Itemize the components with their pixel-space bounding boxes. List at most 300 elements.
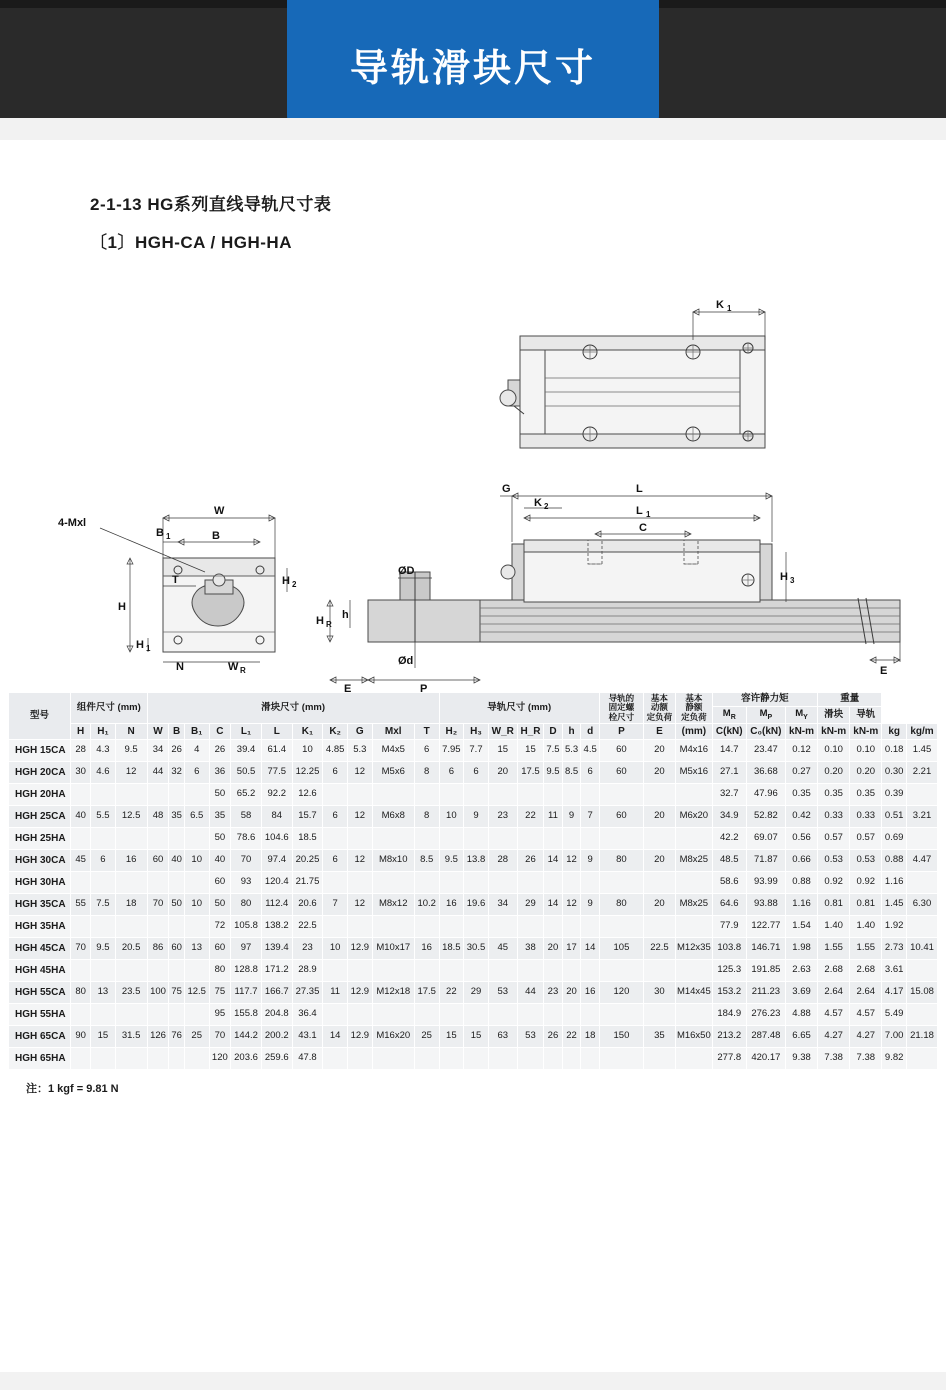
cell-(mm): M4x16 <box>675 740 712 762</box>
cell-E: 30 <box>643 982 675 1004</box>
cell-C(kN): 42.2 <box>712 828 746 850</box>
th-symbol-12: Mxl <box>372 724 414 740</box>
table-row <box>9 828 938 850</box>
cell-Mxl: M12x18 <box>372 982 414 1004</box>
cell-K₁: 23 <box>292 938 323 960</box>
cell-Mxl: M5x6 <box>372 762 414 784</box>
cell-(mm) <box>675 1048 712 1070</box>
cell-kN-m: 1.54 <box>785 916 817 938</box>
svg-text:2: 2 <box>544 502 549 511</box>
cell-L₁: 58 <box>231 806 262 828</box>
cell-W: 100 <box>147 982 169 1004</box>
cell-kg: 0.18 <box>882 740 907 762</box>
cell-L₁: 93 <box>231 872 262 894</box>
cell-D <box>544 1048 563 1070</box>
cell-L: 61.4 <box>261 740 292 762</box>
cell-P: 60 <box>599 806 643 828</box>
svg-text:3: 3 <box>790 576 795 585</box>
cell-d: 7 <box>581 806 600 828</box>
cell-N: 12 <box>115 762 147 784</box>
cell-model: HGH 35HA <box>9 916 71 938</box>
cell-kN-m: 1.55 <box>818 938 850 960</box>
svg-text:W: W <box>228 661 239 673</box>
cell-C: 40 <box>209 850 231 872</box>
cell-C₀(kN): 287.48 <box>746 1026 785 1048</box>
cell-H₁: 4.3 <box>91 740 115 762</box>
cell-h: 12 <box>562 894 581 916</box>
cell-kg: 0.51 <box>882 806 907 828</box>
cell-d: 16 <box>581 982 600 1004</box>
cell-H_R <box>517 1048 543 1070</box>
cell-kg/m <box>907 916 938 938</box>
cell-E <box>643 872 675 894</box>
svg-text:Ød: Ød <box>398 655 414 667</box>
cell-L₁: 105.8 <box>231 916 262 938</box>
cell-C(kN): 58.6 <box>712 872 746 894</box>
cell-D <box>544 828 563 850</box>
cell-H_R <box>517 960 543 982</box>
cell-B₁: 4 <box>184 740 209 762</box>
svg-text:H: H <box>316 615 324 627</box>
figure-block-side-view <box>480 483 900 677</box>
cell-L₁: 39.4 <box>231 740 262 762</box>
cell-L: 97.4 <box>261 850 292 872</box>
table-row <box>9 1048 938 1070</box>
cell-Mxl: M10x17 <box>372 938 414 960</box>
cell-P <box>599 828 643 850</box>
svg-text:1: 1 <box>166 532 171 541</box>
banner-bottom-stripe <box>0 118 946 140</box>
cell-H <box>71 784 91 806</box>
cell-(mm) <box>675 872 712 894</box>
cell-kg/m: 21.18 <box>907 1026 938 1048</box>
cell-H_R <box>517 784 543 806</box>
cell-K₁: 18.5 <box>292 828 323 850</box>
svg-text:H: H <box>136 639 144 651</box>
th-static: 基本 静额 定负荷 <box>675 693 712 724</box>
cell-C: 60 <box>209 872 231 894</box>
svg-text:C: C <box>639 522 647 534</box>
cell-H₃ <box>464 784 489 806</box>
cell-kN-m: 0.92 <box>818 872 850 894</box>
cell-H₃: 9 <box>464 806 489 828</box>
th-symbol-25: C₀(kN) <box>746 724 785 740</box>
cell-kN-m: 0.10 <box>818 740 850 762</box>
cell-d <box>581 872 600 894</box>
cell-H₁: 13 <box>91 982 115 1004</box>
cell-E: 20 <box>643 850 675 872</box>
cell-H₂ <box>439 916 464 938</box>
cell-kg: 0.39 <box>882 784 907 806</box>
cell-H <box>71 828 91 850</box>
cell-W_R <box>488 1004 517 1026</box>
cell-H₁ <box>91 784 115 806</box>
cell-kN-m: 4.27 <box>818 1026 850 1048</box>
cell-P: 60 <box>599 762 643 784</box>
cell-D: 14 <box>544 850 563 872</box>
cell-E: 22.5 <box>643 938 675 960</box>
cell-W <box>147 1048 169 1070</box>
cell-H₃: 7.7 <box>464 740 489 762</box>
cell-C(kN): 14.7 <box>712 740 746 762</box>
cell-H_R: 38 <box>517 938 543 960</box>
cell-G <box>347 784 372 806</box>
cell-K₁: 47.8 <box>292 1048 323 1070</box>
cell-C(kN): 32.7 <box>712 784 746 806</box>
cell-C: 75 <box>209 982 231 1004</box>
cell-B₁ <box>184 872 209 894</box>
cell-G: 12 <box>347 762 372 784</box>
cell-kN-m: 1.40 <box>818 916 850 938</box>
cell-model: HGH 25CA <box>9 806 71 828</box>
cell-P: 150 <box>599 1026 643 1048</box>
cell-Mxl <box>372 784 414 806</box>
cell-kN-m: 0.42 <box>785 806 817 828</box>
cell-C₀(kN): 36.68 <box>746 762 785 784</box>
cell-L: 120.4 <box>261 872 292 894</box>
cell-N <box>115 1004 147 1026</box>
cell-kN-m: 0.92 <box>850 872 882 894</box>
cell-C: 50 <box>209 784 231 806</box>
cell-N <box>115 916 147 938</box>
cell-H_R: 29 <box>517 894 543 916</box>
cell-H: 70 <box>71 938 91 960</box>
cell-Mxl <box>372 916 414 938</box>
cell-C₀(kN): 71.87 <box>746 850 785 872</box>
cell-kN-m: 7.38 <box>818 1048 850 1070</box>
cell-K₂: 7 <box>323 894 348 916</box>
cell-d <box>581 784 600 806</box>
cell-W_R <box>488 828 517 850</box>
cell-C(kN): 77.9 <box>712 916 746 938</box>
th-symbol-10: K₂ <box>323 724 348 740</box>
cell-kg/m <box>907 828 938 850</box>
cell-P <box>599 784 643 806</box>
cell-D: 20 <box>544 938 563 960</box>
th-symbol-8: L <box>261 724 292 740</box>
cell-C₀(kN): 23.47 <box>746 740 785 762</box>
cell-T <box>414 828 439 850</box>
cell-kN-m: 0.12 <box>785 740 817 762</box>
th-weight-block: 滑块 <box>818 707 850 724</box>
cell-Mxl: M16x20 <box>372 1026 414 1048</box>
cell-H₃: 19.6 <box>464 894 489 916</box>
cell-N: 20.5 <box>115 938 147 960</box>
cell-L: 77.5 <box>261 762 292 784</box>
svg-text:G: G <box>502 483 511 495</box>
cell-model: HGH 15CA <box>9 740 71 762</box>
svg-text:H: H <box>780 571 788 583</box>
cell-C(kN): 184.9 <box>712 1004 746 1026</box>
cell-H₁ <box>91 872 115 894</box>
cell-B <box>169 872 185 894</box>
cell-K₂ <box>323 1048 348 1070</box>
table-row <box>9 982 938 1004</box>
cell-H₂: 22 <box>439 982 464 1004</box>
cell-G: 12 <box>347 850 372 872</box>
cell-N <box>115 828 147 850</box>
cell-kg: 0.69 <box>882 828 907 850</box>
cell-(mm): M16x50 <box>675 1026 712 1048</box>
cell-h: 5.3 <box>562 740 581 762</box>
cell-P: 120 <box>599 982 643 1004</box>
cell-H_R <box>517 828 543 850</box>
cell-H₁ <box>91 960 115 982</box>
cell-E: 20 <box>643 806 675 828</box>
table-row <box>9 872 938 894</box>
cell-C₀(kN): 191.85 <box>746 960 785 982</box>
cell-d: 6 <box>581 762 600 784</box>
cell-kN-m: 6.65 <box>785 1026 817 1048</box>
cell-W_R: 63 <box>488 1026 517 1048</box>
cell-L: 92.2 <box>261 784 292 806</box>
cell-kg: 3.61 <box>882 960 907 982</box>
cell-C: 72 <box>209 916 231 938</box>
cell-kg: 4.17 <box>882 982 907 1004</box>
cell-kN-m: 0.53 <box>850 850 882 872</box>
th-symbol-14: H₂ <box>439 724 464 740</box>
cell-B <box>169 784 185 806</box>
cell-model: HGH 55CA <box>9 982 71 1004</box>
cell-L: 139.4 <box>261 938 292 960</box>
cell-W <box>147 1004 169 1026</box>
cell-D <box>544 784 563 806</box>
svg-text:P: P <box>420 683 428 692</box>
svg-text:R: R <box>326 620 332 629</box>
cell-W_R <box>488 960 517 982</box>
th-symbol-2: N <box>115 724 147 740</box>
cell-B: 40 <box>169 850 185 872</box>
svg-text:R: R <box>240 666 246 675</box>
cell-L: 138.2 <box>261 916 292 938</box>
th-moment-mp: $M_P$ <box>746 707 785 724</box>
cell-model: HGH 20CA <box>9 762 71 784</box>
cell-B: 26 <box>169 740 185 762</box>
cell-H₁: 4.6 <box>91 762 115 784</box>
cell-H_R <box>517 1004 543 1026</box>
table-row <box>9 916 938 938</box>
cell-H₂ <box>439 828 464 850</box>
cell-C(kN): 277.8 <box>712 1048 746 1070</box>
th-model: 型号 <box>9 693 71 740</box>
cell-H_R: 22 <box>517 806 543 828</box>
cell-G: 12.9 <box>347 982 372 1004</box>
cell-B₁: 6.5 <box>184 806 209 828</box>
cell-kN-m: 0.81 <box>850 894 882 916</box>
cell-kN-m: 2.64 <box>850 982 882 1004</box>
cell-kN-m: 1.98 <box>785 938 817 960</box>
cell-T <box>414 916 439 938</box>
cell-T: 8.5 <box>414 850 439 872</box>
cell-C₀(kN): 122.77 <box>746 916 785 938</box>
cell-d <box>581 960 600 982</box>
cell-G <box>347 960 372 982</box>
cell-C(kN): 64.6 <box>712 894 746 916</box>
cell-kN-m: 1.16 <box>785 894 817 916</box>
cell-T: 8 <box>414 806 439 828</box>
cell-B₁ <box>184 960 209 982</box>
cell-kg: 7.00 <box>882 1026 907 1048</box>
cell-W <box>147 960 169 982</box>
cell-B₁ <box>184 784 209 806</box>
cell-kg/m <box>907 872 938 894</box>
th-symbol-18: D <box>544 724 563 740</box>
cell-Mxl <box>372 872 414 894</box>
cell-C₀(kN): 276.23 <box>746 1004 785 1026</box>
svg-text:1: 1 <box>146 644 151 653</box>
cell-H₂: 6 <box>439 762 464 784</box>
cell-E <box>643 1004 675 1026</box>
th-symbol-13: T <box>414 724 439 740</box>
th-symbol-20: d <box>581 724 600 740</box>
cell-kN-m: 2.64 <box>818 982 850 1004</box>
svg-text:N: N <box>176 661 184 673</box>
cell-B₁ <box>184 1048 209 1070</box>
cell-P <box>599 872 643 894</box>
table-row <box>9 784 938 806</box>
cell-H₁: 9.5 <box>91 938 115 960</box>
cell-L₁: 80 <box>231 894 262 916</box>
cell-kg: 1.16 <box>882 872 907 894</box>
cell-B₁ <box>184 916 209 938</box>
cell-W: 44 <box>147 762 169 784</box>
cell-H_R: 15 <box>517 740 543 762</box>
cell-B: 75 <box>169 982 185 1004</box>
figure-block-top-view <box>500 299 765 448</box>
cell-kN-m: 0.20 <box>850 762 882 784</box>
cell-H₁: 5.5 <box>91 806 115 828</box>
cell-G: 12 <box>347 894 372 916</box>
cell-E <box>643 1048 675 1070</box>
table-symbol-row <box>9 724 938 740</box>
cell-N: 23.5 <box>115 982 147 1004</box>
cell-H: 80 <box>71 982 91 1004</box>
cell-C: 70 <box>209 1026 231 1048</box>
cell-G <box>347 916 372 938</box>
cell-W_R: 53 <box>488 982 517 1004</box>
cell-W_R: 45 <box>488 938 517 960</box>
cell-W <box>147 784 169 806</box>
cell-K₂: 6 <box>323 850 348 872</box>
cell-Mxl <box>372 960 414 982</box>
cell-h <box>562 784 581 806</box>
cell-Mxl: M6x8 <box>372 806 414 828</box>
cell-H₃ <box>464 916 489 938</box>
cell-E <box>643 960 675 982</box>
cell-Mxl <box>372 828 414 850</box>
cell-N: 31.5 <box>115 1026 147 1048</box>
cell-kg: 9.82 <box>882 1048 907 1070</box>
cell-K₂: 11 <box>323 982 348 1004</box>
cell-d: 9 <box>581 894 600 916</box>
cell-C₀(kN): 69.07 <box>746 828 785 850</box>
cell-C(kN): 153.2 <box>712 982 746 1004</box>
svg-text:L: L <box>636 505 643 517</box>
cell-kN-m: 2.63 <box>785 960 817 982</box>
cell-T <box>414 1004 439 1026</box>
cell-kN-m: 3.69 <box>785 982 817 1004</box>
cell-kg/m: 3.21 <box>907 806 938 828</box>
cell-C: 50 <box>209 828 231 850</box>
table-row <box>9 1004 938 1026</box>
cell-W_R: 20 <box>488 762 517 784</box>
cell-C(kN): 103.8 <box>712 938 746 960</box>
cell-B <box>169 916 185 938</box>
cell-H: 90 <box>71 1026 91 1048</box>
cell-C₀(kN): 47.96 <box>746 784 785 806</box>
cell-T: 16 <box>414 938 439 960</box>
cell-H₂ <box>439 1048 464 1070</box>
cell-C: 35 <box>209 806 231 828</box>
cell-T <box>414 960 439 982</box>
cell-K₂ <box>323 916 348 938</box>
cell-T: 6 <box>414 740 439 762</box>
cell-B₁: 10 <box>184 850 209 872</box>
banner-title: 导轨滑块尺寸 <box>349 47 596 90</box>
cell-kg/m: 1.45 <box>907 740 938 762</box>
cell-H₂: 18.5 <box>439 938 464 960</box>
cell-kN-m: 0.53 <box>818 850 850 872</box>
cell-Mxl <box>372 1048 414 1070</box>
cell-kN-m: 0.88 <box>785 872 817 894</box>
cell-C: 36 <box>209 762 231 784</box>
cell-H₃ <box>464 960 489 982</box>
table-row <box>9 762 938 784</box>
cell-h: 9 <box>562 806 581 828</box>
cell-H₂: 9.5 <box>439 850 464 872</box>
th-symbol-1: H₁ <box>91 724 115 740</box>
cell-G: 12.9 <box>347 938 372 960</box>
cell-H_R: 17.5 <box>517 762 543 784</box>
cell-d: 14 <box>581 938 600 960</box>
cell-L₁: 128.8 <box>231 960 262 982</box>
cell-H₃: 13.8 <box>464 850 489 872</box>
cell-N: 18 <box>115 894 147 916</box>
cell-h: 12 <box>562 850 581 872</box>
cell-D: 23 <box>544 982 563 1004</box>
cell-C₀(kN): 211.23 <box>746 982 785 1004</box>
cell-H_R: 26 <box>517 850 543 872</box>
cell-G <box>347 1004 372 1026</box>
cell-C: 26 <box>209 740 231 762</box>
cell-G: 5.3 <box>347 740 372 762</box>
cell-C(kN): 48.5 <box>712 850 746 872</box>
svg-text:H: H <box>282 575 290 587</box>
cell-kN-m: 0.35 <box>785 784 817 806</box>
cell-L₁: 144.2 <box>231 1026 262 1048</box>
cell-L₁: 203.6 <box>231 1048 262 1070</box>
cell-h <box>562 916 581 938</box>
cell-B <box>169 1004 185 1026</box>
th-symbol-26: kN-m <box>785 724 817 740</box>
cell-K₁: 12.25 <box>292 762 323 784</box>
table-row <box>9 806 938 828</box>
cell-D <box>544 872 563 894</box>
cell-K₁: 27.35 <box>292 982 323 1004</box>
svg-text:T: T <box>172 574 179 586</box>
cell-L: 204.8 <box>261 1004 292 1026</box>
cell-kg: 5.49 <box>882 1004 907 1026</box>
cell-B₁: 13 <box>184 938 209 960</box>
th-symbol-21: P <box>599 724 643 740</box>
drawing-canvas <box>0 140 946 692</box>
cell-K₁: 21.75 <box>292 872 323 894</box>
cell-E <box>643 916 675 938</box>
cell-(mm): M8x25 <box>675 894 712 916</box>
cell-E: 20 <box>643 894 675 916</box>
th-weight-rail: 导轨 <box>850 707 882 724</box>
cell-T: 25 <box>414 1026 439 1048</box>
